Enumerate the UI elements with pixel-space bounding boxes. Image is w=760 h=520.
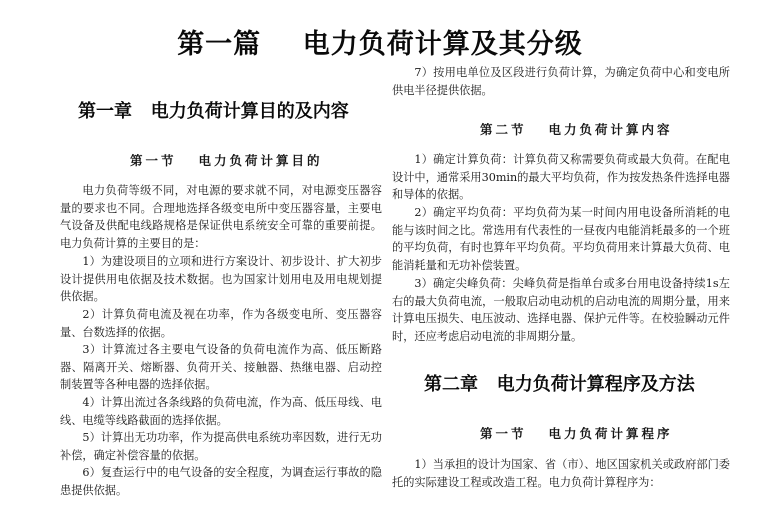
section1-title: 第一节 电力负荷计算目的: [130, 153, 323, 168]
left-paragraph-4: 3）计算流过各主要电气设备的负荷电流作为高、低压断路器、隔离开关、熔断器、负荷开关、接触器、热继电器、启动控制装置等各种电器的选择依据。: [60, 343, 382, 391]
chapter1-title: 第一章 电力负荷计算目的及内容: [78, 101, 349, 122]
chapter2-title: 第二章 电力负荷计算程序及方法: [424, 374, 695, 395]
left-paragraph-7: 6）复查运行中的电气设备的安全程度，为调查运行事故的隐患提供依据。: [60, 466, 382, 497]
right-paragraph-1: 1）确定计算负荷：计算负荷又称需要负荷或最大负荷。在配电设计中，通常采用30min的最大平均负荷，作为按发热条件选择电器和导体的依据。: [392, 153, 730, 201]
right-paragraph-3: 3）确定尖峰负荷：尖峰负荷是指单台或多台用电设备持续1s左右的最大负荷电流，一般取启动电动机的启动电流的周期分量，用来计算电压损失、电压波动、选择电器、保护元件等。在校验瞬动元件时，还应考虑启动电流的非周期分量。: [392, 277, 730, 343]
right-paragraph-2: 2）确定平均负荷：平均负荷为某一时间内用电设备所消耗的电能与该时间之比。常选用有代表性的一昼夜内电能消耗最多的一个班的平均负荷，有时也算年平均负荷。平均负荷用来计算最大负荷、电能消耗量和无功补偿装置。: [392, 206, 730, 272]
right-intro-paragraph: 7）按用电单位及区段进行负荷计算，为确定负荷中心和变电所供电半径提供依据。: [392, 66, 730, 97]
left-paragraph-6: 5）计算出无功功率，作为提高供电系统功率因数，进行无功补偿，确定补偿容量的依据。: [60, 431, 382, 462]
right-last-paragraph: 1）当承担的设计为国家、省（市）、地区国家机关或政府部门委托的实际建设工程或改造工程。电力负荷计算程序为：: [392, 458, 730, 489]
section2-title: 第二节 电力负荷计算内容: [480, 122, 673, 137]
page-title: 第一篇 电力负荷计算及其分级: [177, 29, 583, 60]
left-paragraph-3: 2）计算负荷电流及视在功率，作为各级变电所、变压器容量、台数选择的依据。: [60, 308, 382, 339]
left-paragraph-2: 1）为建设项目的立项和进行方案设计、初步设计、扩大初步设计提供用电依据及技术数据。也为国家计划用电及用电规划提供依据。: [60, 255, 382, 303]
left-paragraph-1: 电力负荷等级不同，对电源的要求就不同，对电源变压器容量的要求也不同。合理地选择各级变电所中变压器容量，主要电气设备及供配电线路规格是保证供电系统安全可靠的重要前提。电力负荷计算的主要目的是：: [60, 184, 382, 250]
section1-title-right: 第一节 电力负荷计算程序: [480, 426, 673, 441]
left-paragraph-5: 4）计算出流过各条线路的负荷电流，作为高、低压母线、电线、电缆等线路截面的选择依据。: [60, 396, 382, 427]
